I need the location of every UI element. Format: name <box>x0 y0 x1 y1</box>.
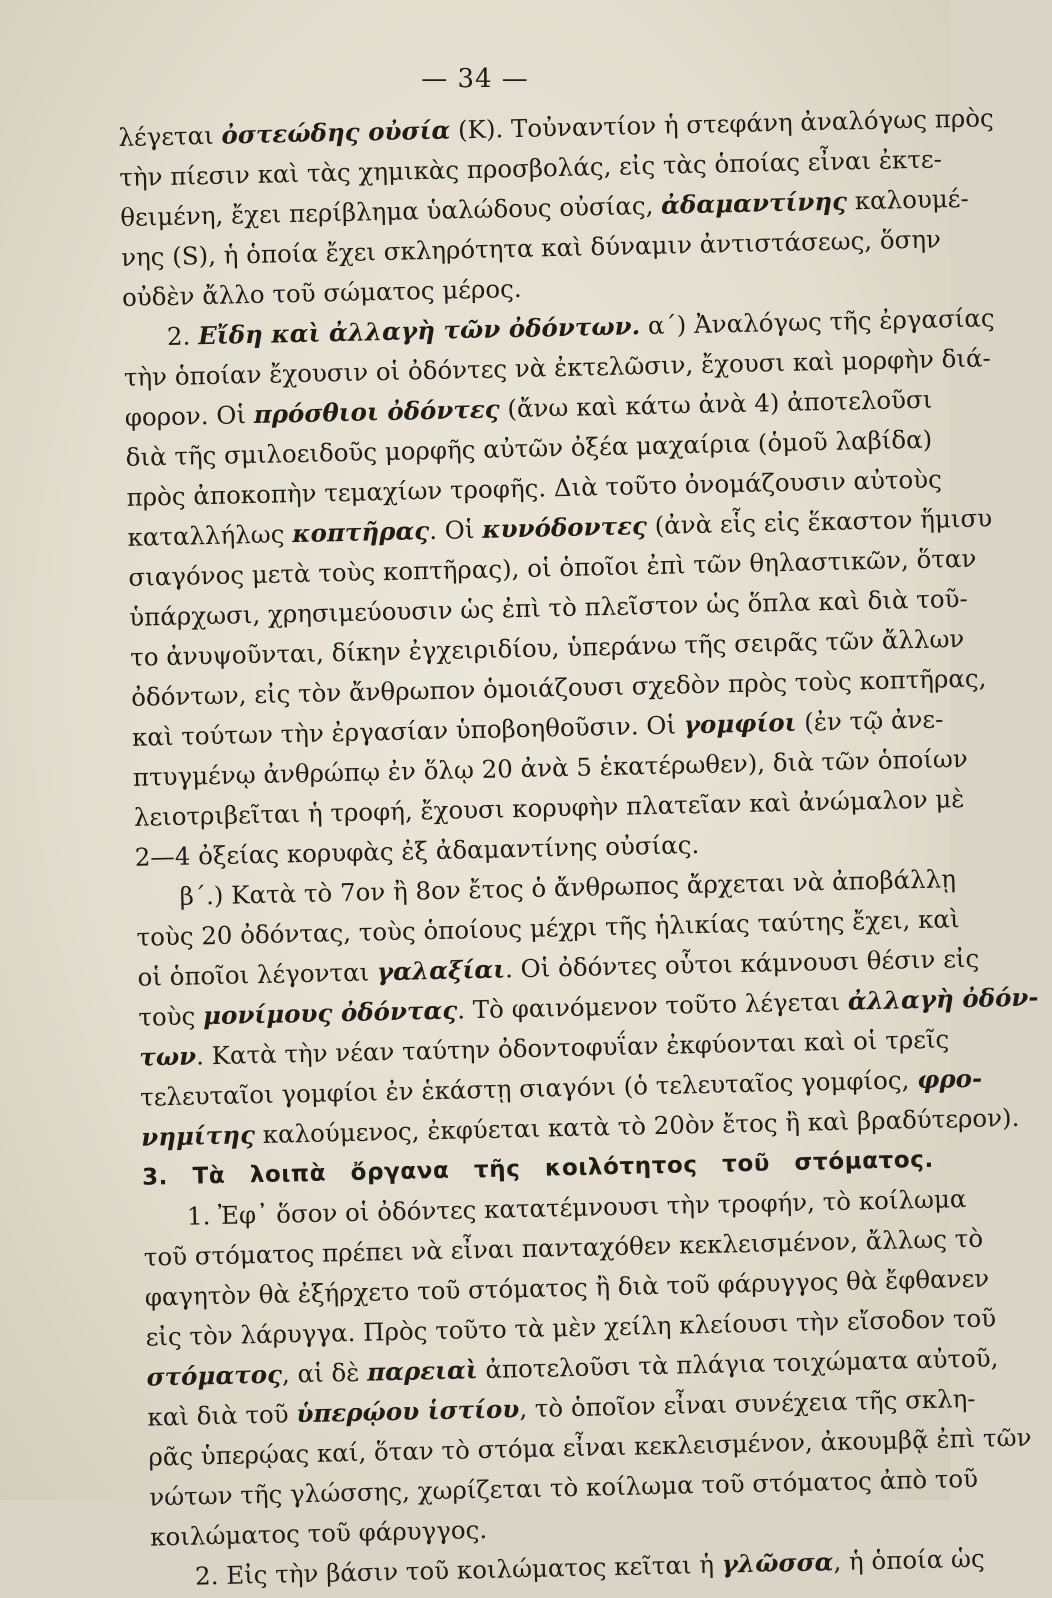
text-run: . Οἱ ὀδόντες οὗτοι κάμνουσι θέσιν εἰς <box>504 943 980 984</box>
text-run: 3. Τὰ λοιπὰ ὄργανα τῆς κοιλότητος τοῦ στόματος. <box>141 1146 935 1191</box>
text-run: β΄.) Κατὰ τὸ 7ον ἢ 8ον ἔτος ὁ ἄνθρωπος ἄρχεται νὰ ἀποβάλλῃ <box>179 864 957 911</box>
text-run: νης (S), ἡ ὁποία ἔχει σκληρότητα καὶ δύναμιν ἀντιστάσεως, ὅσην <box>120 224 942 272</box>
text-run: ὀδόντων, εἰς τὸν ἄνθρωπον ὁμοιάζουσι σχεδὸν πρὸς τοὺς κοπτῆρας, <box>130 663 987 712</box>
text-run: τελευταῖοι γομφίοι ἐν ἑκάστῃ σιαγόνι (ὁ τελευταῖος γομφίος, <box>139 1065 918 1112</box>
text-run: διὰ τῆς σμιλοειδοῦς μορφῆς αὐτῶν ὀξέα μαχαίρια (ὁμοῦ λαβίδα) <box>125 424 933 472</box>
text-run: . Τὸ φαινόμενον τοῦτο λέγεται <box>456 986 849 1025</box>
text-run: . Κατὰ τὴν νέαν ταύτην ὀδοντοφυΐαν ἐκφύονται καὶ οἱ τρεῖς <box>195 1024 950 1071</box>
text-run: (ἄνω καὶ κάτω ἀνὰ 4) ἀποτελοῦσι <box>499 384 933 424</box>
emphasized-term: στόματος <box>146 1359 283 1392</box>
text-run: πτυγμένῳ ἀνθρώπῳ ἐν ὅλῳ 20 ἀνὰ 5 ἑκατέρωθεν), διὰ τῶν ὁποίων <box>132 743 969 792</box>
text-run: καλουμέ- <box>846 183 969 216</box>
emphasized-term: παρειαὶ <box>366 1355 478 1387</box>
emphasized-term: των <box>138 1041 197 1072</box>
text-run: 2. Εἰς τὴν βάσιν τοῦ κοιλώματος κεῖται ἡ <box>194 1549 723 1591</box>
text-run: σιαγόνος μετὰ τοὺς κοπτῆρας), οἱ ὁποῖοι ἐπὶ τῶν θηλαστικῶν, ὅταν <box>128 543 977 592</box>
text-run: ἀποτελοῦσι τὰ πλάγια τοιχώματα αὐτοῦ, <box>477 1343 999 1385</box>
body-text <box>118 100 1039 1598</box>
emphasized-term: ἀδαμαντίνης <box>660 186 848 220</box>
text-run: τὴν ὁποίαν ἔχουσιν οἱ ὀδόντες νὰ ἐκτελῶσιν, ἔχουσι καὶ μορφὴν διά- <box>123 343 992 392</box>
emphasized-term: νημίτης <box>140 1120 256 1152</box>
emphasized-term: γλῶσσα <box>721 1547 834 1579</box>
text-run: τοῦ στόματος πρέπει νὰ εἶναι πανταχόθεν κεκλεισμένον, ἄλλως τὸ <box>143 1223 984 1272</box>
emphasized-term: γομφίοι <box>683 707 797 740</box>
text-run: 2. <box>166 321 199 351</box>
text-run: εἰς τὸν λάρυγγα. Πρὸς τοῦτο τὰ μὲν χείλη κλείουσι τὴν εἴσοδον τοῦ <box>145 1303 997 1352</box>
text-run: (ἐν τῷ ἀνε- <box>796 704 944 737</box>
text-run: το ἀνυψοῦνται, δίκην ἐγχειριδίου, ὑπεράνω τῆς σειρᾶς τῶν ἄλλων <box>129 623 965 672</box>
text-run: πρὸς ἀποκοπὴν τεμαχίων τροφῆς. Διὰ τοῦτο ὀνομάζουσιν αὐτοὺς <box>126 464 943 512</box>
text-run: καλούμενος, ἐκφύεται κατὰ τὸ 20ὸν ἔτος ἢ καὶ βραδύτερον). <box>254 1102 1020 1150</box>
text-run: (ἀνὰ εἷς εἰς ἕκαστον ἥμισυ <box>646 503 993 541</box>
emphasized-term: κυνόδοντες <box>481 511 648 544</box>
text-run: , ἡ ὁποία ὡς <box>833 1543 986 1577</box>
text-run: 2—4 ὀξείας κορυφὰς ἐξ ἀδαμαντίνης οὐσίας. <box>134 830 700 872</box>
text-run: τοὺς 20 ὀδόντας, τοὺς ὁποίους μέχρι τῆς ἡλικίας ταύτης ἔχει, καὶ <box>136 904 960 952</box>
text-run: (Κ). Τοὐναντίον ἡ στεφάνη ἀναλόγως πρὸς <box>449 103 994 145</box>
text-run: ρᾶς ὑπερῴας καί, ὅταν τὸ στόμα εἶναι κεκλεισμένον, ἀκουμβᾷ ἐπὶ τῶν <box>148 1422 1032 1472</box>
text-run: κοιλώματος τοῦ φάρυγγος. <box>149 1514 488 1552</box>
text-run: φαγητὸν θὰ ἐξήρχετο τοῦ στόματος ἢ διὰ τοῦ φάρυγγος θὰ ἔφθανεν <box>144 1263 990 1312</box>
text-run: οὐδὲν ἄλλο τοῦ σώματος μέρος. <box>121 273 522 312</box>
text-run: τὴν πίεσιν καὶ τὰς χημικὰς προσβολάς, εἰς τὰς ὁποίας εἶναι ἐκτε- <box>119 144 943 192</box>
emphasized-term: πρόσθιοι ὀδόντες <box>253 394 500 429</box>
text-run: λέγεται <box>118 120 222 152</box>
text-run: λειοτριβεῖται ἡ τροφή, ἔχουσι κορυφὴν πλατεῖαν καὶ ἀνώμαλον μὲ <box>133 783 965 832</box>
text-run: , τὸ ὁποῖον εἶναι συνέχεια τῆς σκλη- <box>518 1383 976 1424</box>
text-run: 1. Ἐφ᾽ ὅσον οἱ ὀδόντες κατατέμνουσι τὴν τροφήν, τὸ κοίλωμα <box>186 1184 967 1231</box>
text-run: καὶ διὰ τοῦ <box>147 1399 297 1432</box>
text-run: θειμένη, ἔχει περίβλημα ὑαλώδους οὐσίας, <box>119 190 662 232</box>
emphasized-term: ὑπερῴου ἱστίου <box>296 1394 520 1429</box>
text-run: καταλλήλως <box>127 519 293 552</box>
emphasized-term: γαλαξίαι <box>376 954 506 987</box>
emphasized-term: μονίμους ὀδόντας <box>202 995 458 1031</box>
emphasized-term: Εἴδη καὶ ἀλλαγὴ τῶν ὀδόντων. <box>197 311 641 351</box>
emphasized-term: φρο- <box>916 1063 983 1095</box>
text-run: , αἱ δὲ <box>281 1357 368 1389</box>
text-run: ὑπάρχωσι, χρησιμεύουσιν ὡς ἐπὶ τὸ πλεῖστον ὡς ὅπλα καὶ διὰ τοῦ- <box>129 583 969 632</box>
text-run: νώτων τῆς γλώσσης, χωρίζεται τὸ κοίλωμα τοῦ στόματος ἀπὸ τοῦ <box>148 1463 979 1512</box>
emphasized-term: κοπτῆρας <box>291 516 430 549</box>
text-run: οἱ ὁποῖοι λέγονται <box>137 957 378 992</box>
text-run: καὶ τούτων τὴν ἐργασίαν ὑποβοηθοῦσιν. Οἱ <box>131 710 685 752</box>
emphasized-term: ἀλλαγὴ ὀδόν- <box>847 982 1039 1016</box>
text-run: τοὺς <box>138 1001 204 1032</box>
text-run: . Οἱ <box>428 514 483 546</box>
emphasized-term: ὀστεώδης οὐσία <box>221 115 451 150</box>
page-number: — 34 — <box>421 64 529 94</box>
text-run: φορον. Οἱ <box>124 399 255 432</box>
text-run: α΄) Ἀναλόγως τῆς ἐργασίας <box>639 303 995 341</box>
